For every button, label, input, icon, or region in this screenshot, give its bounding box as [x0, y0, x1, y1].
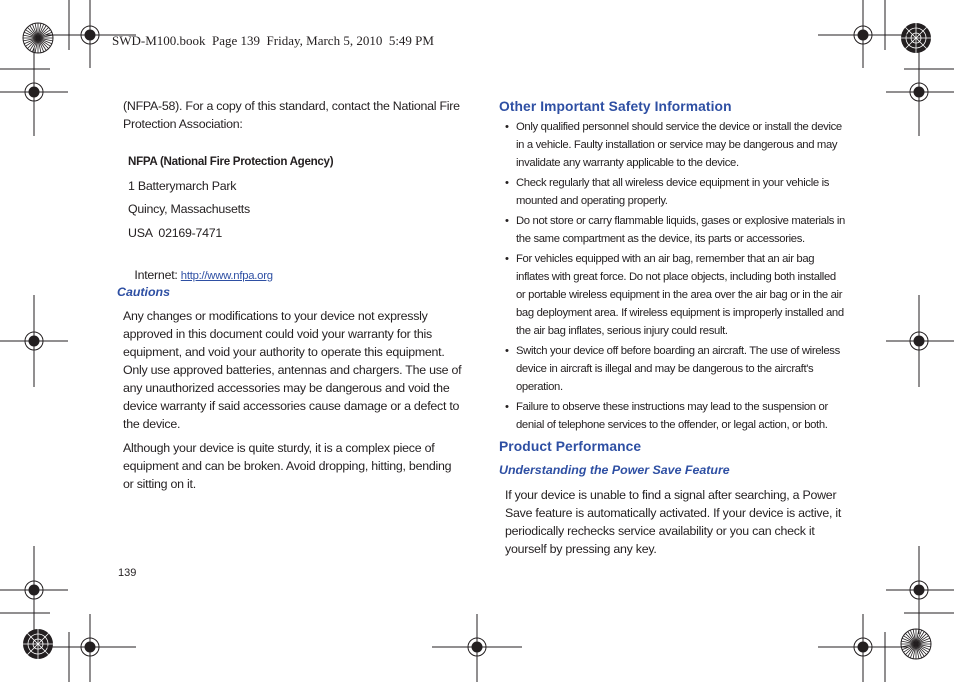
bullet-icon: • — [505, 253, 509, 265]
agency-name: NFPA (National Fire Protection Agency) — [128, 155, 334, 168]
safety-heading: Other Important Safety Information — [499, 99, 732, 114]
page-number: 139 — [118, 567, 137, 579]
internet-line — [128, 248, 273, 285]
intro-paragraph: (NFPA-58). For a copy of this standard, contact the National Fire Protection Association: — [123, 99, 460, 131]
list-item: • Check regularly that all wireless device equipment in your vehicle is mounted and operating properly. — [505, 174, 847, 210]
address-line-1: 1 Batterymarch Park — [128, 179, 237, 193]
list-item: • For vehicles equipped with an air bag, remember that an air bag inflates with great force. Do not place objects, including both installed or portable wireless equipment in the area over the air bag or in the air bag deployment area. If wireless equipment is improperly installed and the air bag inflates, serious injury could result. — [505, 250, 847, 340]
bullet-icon: • — [505, 177, 509, 189]
address-line-3: USA 02169-7471 — [128, 226, 223, 240]
list-item: • Failure to observe these instructions may lead to the suspension or denial of telephone services to the offender, or legal action, or both. — [505, 398, 847, 434]
address-line-2: Quincy, Massachusetts — [128, 202, 250, 216]
list-item: • Do not store or carry flammable liquids, gases or explosive materials in the same compartment as the device, its parts or accessories. — [505, 212, 847, 248]
power-save-heading: Understanding the Power Save Feature — [499, 463, 730, 477]
safety-bullet-list — [505, 118, 847, 436]
cautions-heading: Cautions — [117, 285, 171, 299]
bullet-icon: • — [505, 121, 509, 133]
bullet-icon: • — [505, 401, 509, 413]
list-item: • Switch your device off before boarding an aircraft. The use of wireless device in aircraft is illegal and may be dangerous to the aircraft's operation. — [505, 342, 847, 396]
internet-label: Internet: — [134, 268, 181, 282]
product-performance-heading: Product Performance — [499, 439, 642, 454]
nfpa-website-link[interactable]: http://www.nfpa.org — [180, 270, 273, 282]
bullet-icon: • — [505, 215, 509, 227]
cautions-paragraph-1: Any changes or modifications to your device not expressly approved in this document could void your warranty for this equipment, and void your authority to operate this equipment. Only use approved batteries, antennas and chargers. The use of any unauthorized accessories may be dangerous and void the device warranty if said accessories cause damage or a defect to the device. — [123, 309, 462, 431]
bullet-icon: • — [505, 345, 509, 357]
print-info-header: SWD-M100.book Page 139 Friday, March 5, 2010 5:49 PM — [112, 33, 434, 48]
power-save-paragraph: If your device is unable to find a signal after searching, a Power Save feature is automatically activated. If your device is active, it periodically rechecks service availability or you can check it yourself by pressing any key. — [505, 488, 842, 556]
list-item: • Only qualified personnel should service the device or install the device in a vehicle. Faulty installation or service may be dangerous and may invalidate any warranty applicable to the device. — [505, 118, 847, 172]
cautions-paragraph-2: Although your device is quite sturdy, it is a complex piece of equipment and can be broken. Avoid dropping, hitting, bending or sitting on it. — [123, 441, 452, 491]
